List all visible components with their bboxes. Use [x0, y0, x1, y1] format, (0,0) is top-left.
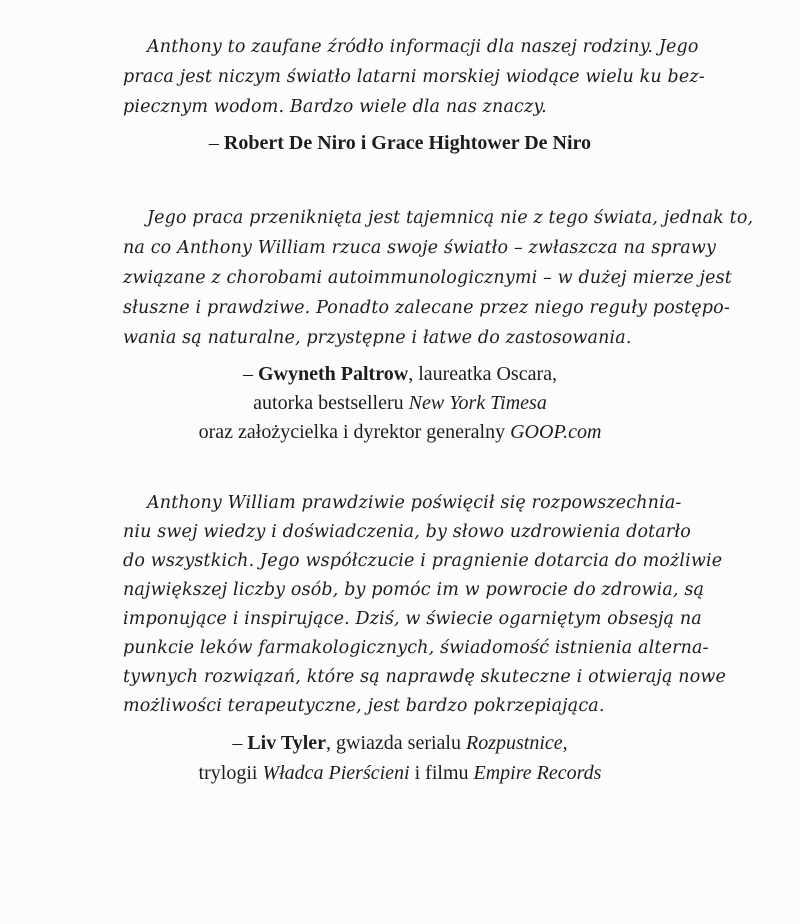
attribution-dash: – — [208, 132, 224, 154]
quote-line: Jego praca przeniknięta jest tajemnicą nie z tego świata, jednak to, — [147, 208, 754, 228]
attribution-line-1 — [0, 732, 800, 755]
attribution-name: Gwyneth Paltrow — [258, 363, 409, 385]
quote-line: na co Anthony William rzuca swoje światło – zwłaszcza na sprawy — [123, 238, 716, 258]
attribution-line-1 — [0, 363, 800, 386]
quote-line: możliwości terapeutyczne, jest bardzo pokrzepiająca. — [123, 696, 605, 716]
attribution-text: autorka bestselleru — [253, 392, 409, 414]
attribution-line-3 — [0, 421, 800, 444]
quote-line: punkcie leków farmakologicznych, świadomość istnienia alterna- — [123, 638, 709, 658]
quote-line: związane z chorobami autoimmunologicznymi – w dużej mierze jest — [123, 268, 732, 288]
quote-line: Anthony to zaufane źródło informacji dla naszej rodziny. Jego — [147, 37, 699, 57]
quote-line: Anthony William prawdziwie poświęcił się rozpowszechnia- — [147, 493, 682, 513]
attribution-name: Liv Tyler — [247, 732, 327, 754]
attribution-dash: – — [232, 732, 248, 754]
attribution-line-2 — [0, 392, 800, 415]
attribution-line-2 — [0, 762, 800, 785]
attribution — [0, 132, 800, 155]
attribution-text: trylogii — [198, 762, 263, 784]
quote-line: największej liczby osób, by pomóc im w powrocie do zdrowia, są — [123, 580, 705, 600]
attribution-text: i filmu — [409, 762, 474, 784]
attribution-role: , laureatka Oscara, — [408, 363, 557, 385]
attribution-title: Władca Pierścieni — [262, 762, 410, 784]
quote-line: wania są naturalne, przystępne i łatwe do zastosowania. — [123, 328, 632, 348]
attribution-text: , — [562, 732, 568, 754]
attribution-title: New York Timesa — [408, 392, 547, 414]
quote-line: imponujące i inspirujące. Dziś, w świecie ogarniętym obsesją na — [123, 609, 702, 629]
quote-line: do wszystkich. Jego współczucie i pragnienie dotarcia do możliwie — [123, 551, 723, 571]
quote-line: tywnych rozwiązań, które są naprawdę skuteczne i otwierają nowe — [123, 667, 727, 687]
attribution-text: oraz założycielka i dyrektor generalny — [198, 421, 511, 443]
quote-line: piecznym wodom. Bardzo wiele dla nas znaczy. — [123, 97, 547, 117]
attribution-text: , gwiazda serialu — [326, 732, 466, 754]
attribution-title: Rozpustnice — [466, 732, 563, 754]
attribution-dash: – — [243, 363, 258, 385]
attribution-title: Empire Records — [473, 762, 602, 784]
quote-line: niu swej wiedzy i doświadczenia, by słowo uzdrowienia dotarło — [123, 522, 691, 542]
attribution-name: Robert De Niro i Grace Hightower De Niro — [223, 132, 592, 154]
quote-line: słuszne i prawdziwe. Ponadto zalecane przez niego reguły postępo- — [123, 298, 730, 318]
quote-line: praca jest niczym światło latarni morskiej wiodące wielu ku bez- — [123, 67, 705, 87]
attribution-title: GOOP.com — [510, 421, 602, 443]
